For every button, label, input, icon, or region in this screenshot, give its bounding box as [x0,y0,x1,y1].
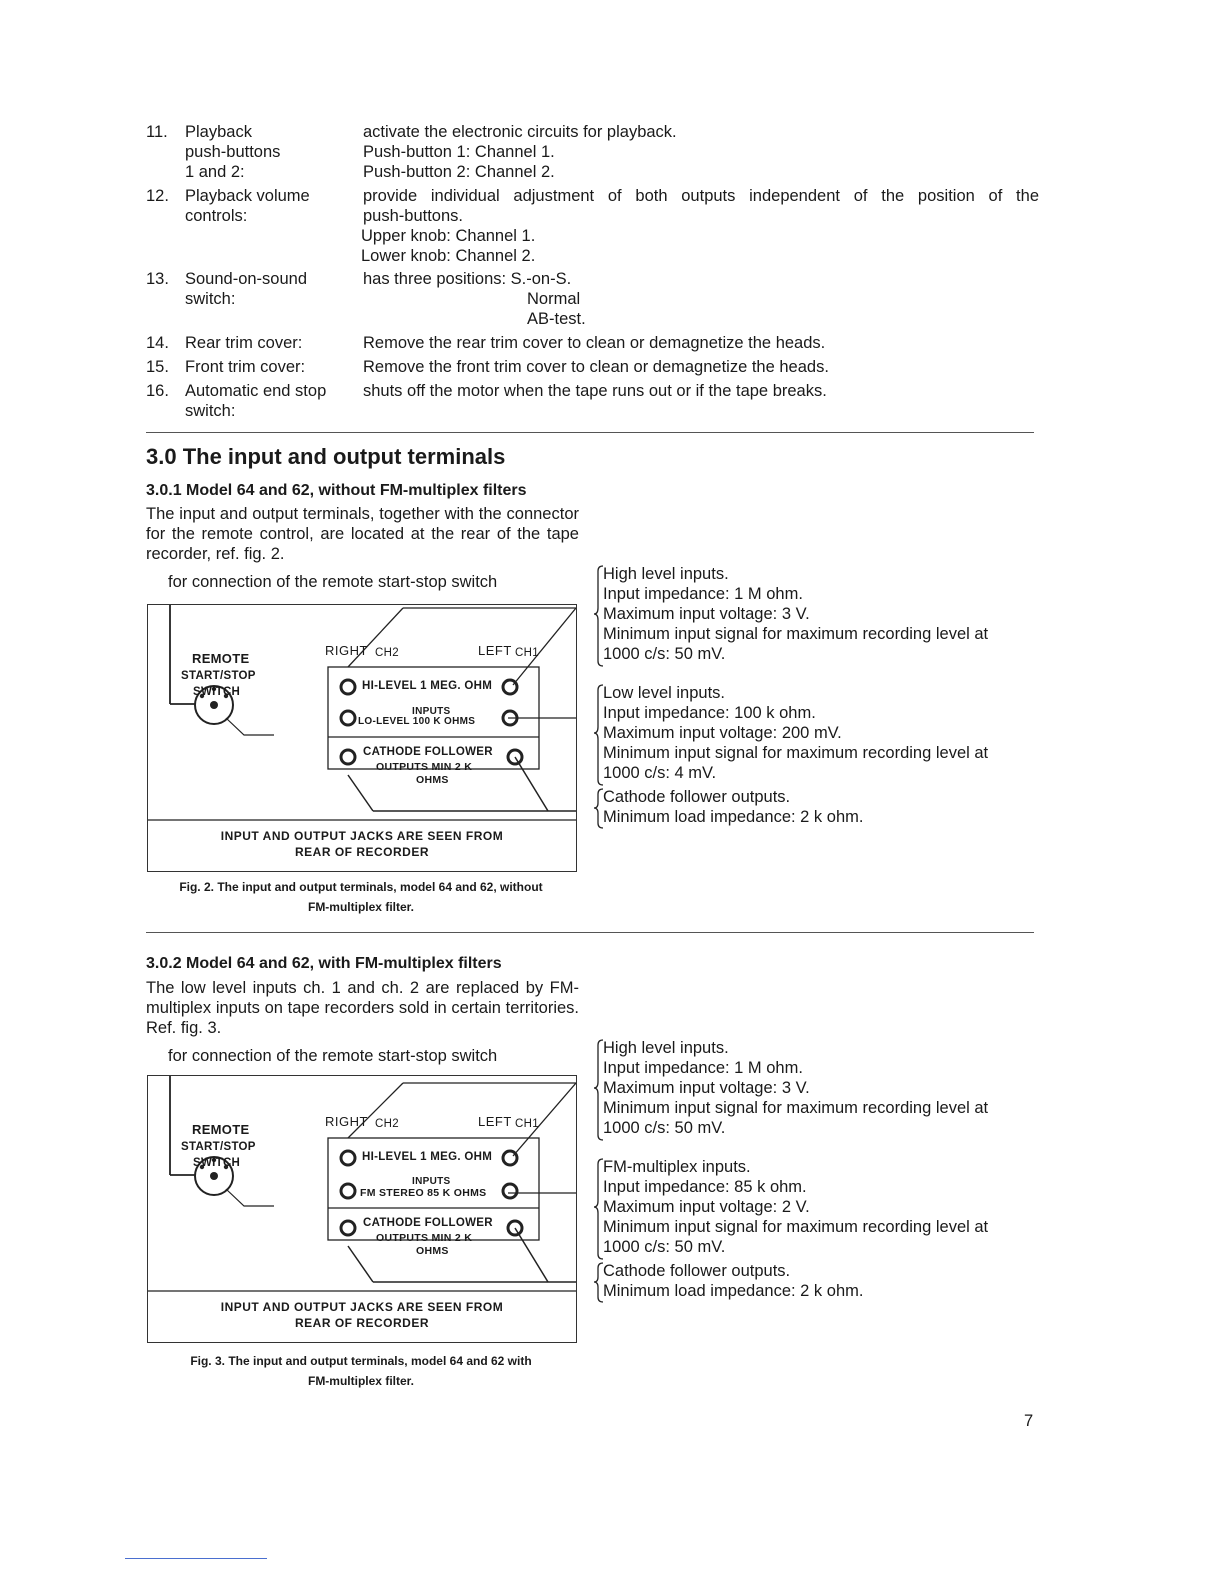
item-desc: Normal [527,290,581,308]
inputs-label: INPUTS [412,706,451,717]
figure-caption: Fig. 3. The input and output terminals, model 64 and 62 with [190,1354,532,1368]
item-label: Automatic end stop [185,382,327,400]
figure-3 [147,1075,577,1343]
item-label: Playback [185,123,252,141]
note-line: 1000 c/s: 50 mV. [603,1238,726,1256]
ch1-label: CH1 [515,1118,539,1130]
start-stop-label: START/STOP [181,670,256,682]
item-desc: push-buttons. [363,207,463,225]
subsection-paragraph: The low level inputs ch. 1 and ch. 2 are replaced by FM-multiplex inputs on tape recorders sold in certain territories. Ref. fig. 3. [146,979,579,1037]
item-label: Sound-on-sound [185,270,308,288]
switch-label: SWITCH [193,1157,241,1169]
page-number: 7 [1024,1412,1034,1430]
note-line: 1000 c/s: 50 mV. [603,1119,726,1137]
divider [146,932,1034,933]
note-line: Minimum load impedance: 2 k ohm. [603,808,864,826]
note-line: Input impedance: 85 k ohm. [603,1178,807,1196]
item-desc: AB-test. [527,310,586,328]
item-label: Playback volume [185,187,310,205]
remote-note: for connection of the remote start-stop switch [168,1047,498,1065]
inputs-label: INPUTS [412,1176,451,1187]
note-line: Minimum input signal for maximum recording level at [603,625,989,643]
figure-footer: INPUT AND OUTPUT JACKS ARE SEEN FROM [220,829,504,843]
note-line: Maximum input voltage: 3 V. [603,1079,810,1097]
figure-caption: FM-multiplex filter. [307,900,414,914]
item-number: 14. [146,334,169,352]
remote-label: REMOTE [192,1122,250,1137]
cathode-label: OUTPUTS MIN 2 K [376,1232,473,1244]
item-desc: Upper knob: Channel 1. [361,227,536,245]
note-line: Minimum input signal for maximum recording level at [603,1218,989,1236]
item-desc: Remove the front trim cover to clean or demagnetize the heads. [363,358,829,376]
note-line: High level inputs. [603,1039,729,1057]
item-label: Rear trim cover: [185,334,303,352]
item-desc: Push-button 2: Channel 2. [363,163,555,181]
note-line: 1000 c/s: 4 mV. [603,764,717,782]
item-desc: Push-button 1: Channel 1. [363,143,555,161]
item-label: switch: [185,290,236,308]
cathode-label: CATHODE FOLLOWER [363,1217,493,1229]
cathode-label: OHMS [416,774,449,786]
left-label: LEFT [478,1114,512,1129]
item-label: Front trim cover: [185,358,306,376]
hi-level-label: HI-LEVEL 1 MEG. OHM [362,1151,493,1163]
subsection-title: 3.0.1 Model 64 and 62, without FM-multiplex filters [146,482,527,499]
figure-caption: FM-multiplex filter. [307,1374,414,1388]
figure-footer: REAR OF RECORDER [294,845,429,859]
item-number: 13. [146,270,169,288]
footnote-rule [125,1558,267,1559]
item-desc: shuts off the motor when the tape runs out or if the tape breaks. [363,382,827,400]
note-line: FM-multiplex inputs. [603,1158,751,1176]
note-line: Cathode follower outputs. [603,788,791,806]
divider [146,432,1034,433]
lo-level-label: LO-LEVEL 100 K OHMS [358,716,476,727]
remote-label: REMOTE [192,651,250,666]
remote-note: for connection of the remote start-stop switch [168,573,498,591]
subsection-paragraph: The input and output terminals, together with the connector for the remote control, are located at the rear of the tape recorder, ref. fig. 2. [146,505,579,563]
note-line: Minimum load impedance: 2 k ohm. [603,1282,864,1300]
note-line: Cathode follower outputs. [603,1262,791,1280]
fm-stereo-label: FM STEREO 85 K OHMS [360,1187,487,1199]
note-line: Minimum input signal for maximum recording level at [603,1099,989,1117]
ch2-label: CH2 [375,1118,399,1130]
item-number: 11. [146,123,168,141]
figure-footer: INPUT AND OUTPUT JACKS ARE SEEN FROM [220,1300,504,1314]
figure-2 [147,604,577,872]
cathode-label: OUTPUTS MIN 2 K [376,761,473,773]
note-line: Minimum input signal for maximum recording level at [603,744,989,762]
note-line: 1000 c/s: 50 mV. [603,645,726,663]
note-line: Low level inputs. [603,684,725,702]
item-desc: activate the electronic circuits for playback. [363,123,677,141]
note-line: Maximum input voltage: 2 V. [603,1198,810,1216]
ch2-label: CH2 [375,647,399,659]
figure-caption: Fig. 2. The input and output terminals, model 64 and 62, without [179,880,543,894]
ch1-label: CH1 [515,647,539,659]
right-label: RIGHT [325,1114,368,1129]
item-number: 15. [146,358,169,376]
item-desc: has three positions: S.-on-S. [363,270,572,288]
note-line: High level inputs. [603,565,729,583]
note-line: Maximum input voltage: 3 V. [603,605,810,623]
note-line: Input impedance: 100 k ohm. [603,704,816,722]
note-line: Maximum input voltage: 200 mV. [603,724,842,742]
item-label: 1 and 2: [185,163,245,181]
item-number: 12. [146,187,169,205]
figure-footer: REAR OF RECORDER [294,1316,429,1330]
start-stop-label: START/STOP [181,1141,256,1153]
cathode-label: CATHODE FOLLOWER [363,746,493,758]
note-line: Input impedance: 1 M ohm. [603,585,803,603]
section-title: 3.0 The input and output terminals [146,444,506,469]
item-label: push-buttons [185,143,281,161]
right-label: RIGHT [325,643,368,658]
item-desc: Lower knob: Channel 2. [361,247,536,265]
item-number: 16. [146,382,169,400]
cathode-label: OHMS [416,1245,449,1257]
hi-level-label: HI-LEVEL 1 MEG. OHM [362,680,493,692]
left-label: LEFT [478,643,512,658]
subsection-title: 3.0.2 Model 64 and 62, with FM-multiplex filters [146,955,502,972]
item-label: switch: [185,402,236,420]
switch-label: SWITCH [193,686,241,698]
note-line: Input impedance: 1 M ohm. [603,1059,803,1077]
item-label: controls: [185,207,248,225]
item-desc: provide individual adjustment of both outputs independent of the position of the [363,187,1039,205]
item-desc: Remove the rear trim cover to clean or demagnetize the heads. [363,334,826,352]
